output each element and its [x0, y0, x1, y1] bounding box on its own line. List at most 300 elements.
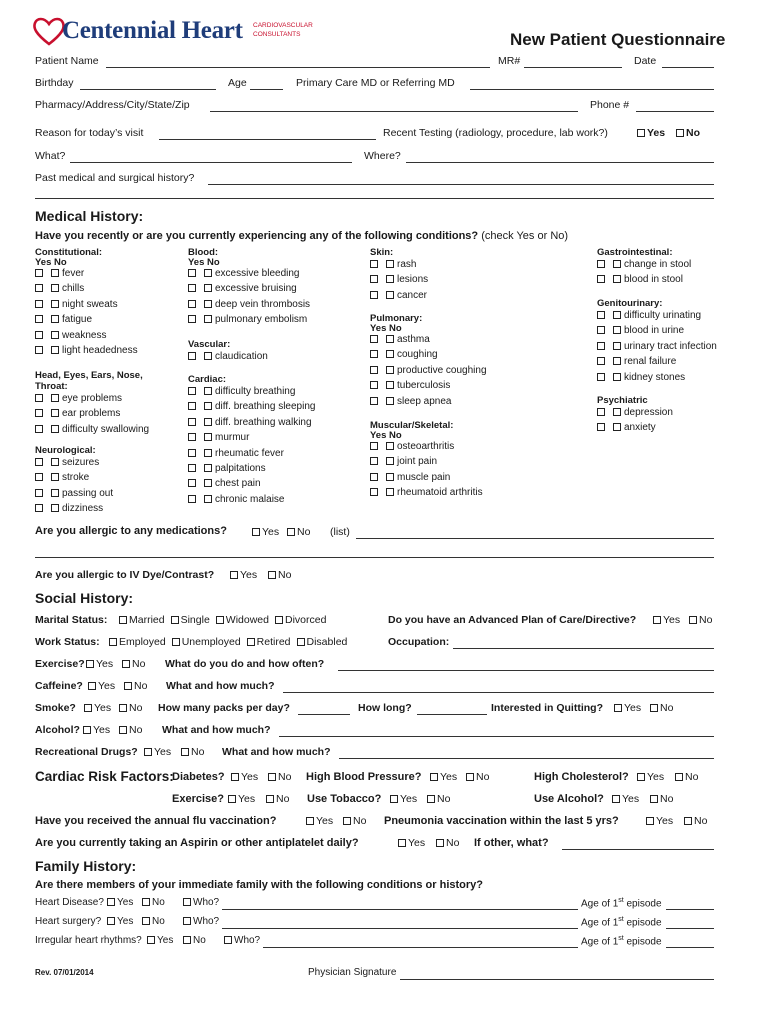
- checkbox-yes-icon[interactable]: [35, 489, 43, 497]
- reason-label: Reason for today’s visit: [35, 127, 144, 139]
- checkbox-yes-icon[interactable]: [35, 504, 43, 512]
- checkbox-icon: [297, 638, 305, 646]
- date-label: Date: [634, 55, 657, 67]
- who-field[interactable]: [222, 909, 578, 910]
- checkbox-icon: [675, 773, 683, 781]
- condition-item: [597, 372, 685, 383]
- condition-label: weakness: [62, 329, 107, 341]
- no-label: No: [152, 897, 165, 908]
- mr-field[interactable]: [524, 67, 622, 68]
- option-disabled[interactable]: [297, 636, 348, 648]
- checkbox-yes-icon[interactable]: [188, 300, 196, 308]
- pcp-label: Primary Care MD or Referring MD: [296, 77, 455, 89]
- condition-label: depression: [624, 407, 673, 418]
- age-first-episode-label: [581, 935, 662, 947]
- family-question: Are there members of your immediate family with the following conditions or history?: [35, 879, 484, 891]
- checkbox-no-icon[interactable]: [613, 423, 621, 431]
- checkbox-yes-icon[interactable]: [188, 418, 196, 426]
- condition-label: palpitations: [215, 463, 266, 474]
- tobacco-label: Use Tobacco?: [307, 793, 382, 805]
- revision: Rev. 07/01/2014: [35, 968, 94, 977]
- condition-label: excessive bruising: [215, 283, 297, 295]
- checkbox-icon: [124, 682, 132, 690]
- checkbox-icon: [230, 571, 238, 579]
- past-history-field-2[interactable]: [35, 198, 714, 199]
- tobacco-yes[interactable]: Yes: [390, 793, 417, 805]
- allergy-iv-label: Are you allergic to IV Dye/Contrast?: [35, 569, 215, 581]
- alcohol-yes[interactable]: Yes: [83, 724, 110, 736]
- checkbox-no-icon[interactable]: [613, 373, 621, 381]
- section-heading: Head, Eyes, Ears, Nose, Throat:: [35, 370, 143, 392]
- pharmacy-field[interactable]: [210, 111, 578, 112]
- condition-item: [35, 457, 99, 468]
- checkbox-no-icon[interactable]: [51, 473, 59, 481]
- checkbox-no-icon[interactable]: [51, 489, 59, 497]
- episode-label: episode: [626, 917, 662, 929]
- option-single[interactable]: [171, 614, 210, 626]
- hbp-yes[interactable]: Yes: [430, 771, 457, 783]
- smoke-yes[interactable]: Yes: [84, 702, 111, 714]
- checkbox-icon: [275, 616, 283, 624]
- occupation-label: Occupation:: [388, 636, 450, 648]
- checkbox-no-icon[interactable]: [204, 479, 212, 487]
- aspirin-yes[interactable]: Yes: [398, 837, 425, 849]
- family-who[interactable]: [183, 916, 219, 927]
- checkbox-no-icon[interactable]: [613, 342, 621, 350]
- checkbox-yes-icon[interactable]: [370, 260, 378, 268]
- section-heading: Blood:: [188, 247, 219, 258]
- condition-item: [188, 268, 300, 279]
- social-history-heading: Social History:: [35, 590, 134, 606]
- how-long-label: How long?: [358, 702, 412, 714]
- condition-label: sleep apnea: [397, 395, 452, 407]
- checkbox-no-icon[interactable]: [613, 260, 621, 268]
- condition-label: coughing: [397, 349, 438, 361]
- checkbox-no-icon[interactable]: [386, 442, 394, 450]
- patient-name-label: Patient Name: [35, 55, 99, 67]
- family-no[interactable]: [183, 935, 206, 946]
- checkbox-yes-icon[interactable]: [35, 300, 43, 308]
- checkbox-icon: [119, 616, 127, 624]
- checkbox-no-icon[interactable]: [204, 269, 212, 277]
- checkbox-yes-icon[interactable]: [370, 350, 378, 358]
- family-yes[interactable]: [147, 935, 173, 946]
- checkbox-no-icon[interactable]: [386, 275, 394, 283]
- condition-item: [597, 422, 656, 433]
- drugs-question: What and how much?: [222, 746, 331, 758]
- diabetes-yes[interactable]: Yes: [231, 771, 258, 783]
- allergy-meds-no[interactable]: No: [287, 526, 310, 538]
- risk-heading: Cardiac Risk Factors:: [35, 769, 174, 784]
- checkbox-yes-icon[interactable]: [188, 495, 196, 503]
- checkbox-yes-icon[interactable]: [370, 275, 378, 283]
- allergy-iv-yes[interactable]: Yes: [230, 569, 257, 581]
- condition-label: eye problems: [62, 393, 123, 404]
- condition-label: osteoarthritis: [397, 441, 455, 452]
- checkbox-yes-icon[interactable]: [35, 473, 43, 481]
- condition-label: blood in stool: [624, 274, 683, 286]
- option-unemployed[interactable]: [172, 636, 241, 648]
- checkbox-no-icon[interactable]: [204, 300, 212, 308]
- allergy-meds-yes[interactable]: Yes: [252, 526, 279, 538]
- alcohol-field[interactable]: [279, 736, 714, 737]
- risk-alcohol-no[interactable]: No: [650, 793, 673, 805]
- option-married[interactable]: [119, 614, 165, 626]
- checkbox-no-icon[interactable]: [204, 315, 212, 323]
- checkbox-icon: [142, 898, 150, 906]
- other-field[interactable]: [562, 849, 714, 850]
- section-heading: Muscular/Skeletal:: [370, 420, 454, 431]
- condition-label: fever: [62, 268, 85, 279]
- checkbox-no-icon[interactable]: [204, 352, 212, 360]
- drugs-no[interactable]: No: [181, 746, 204, 758]
- alcohol-no[interactable]: No: [119, 724, 142, 736]
- drugs-yes[interactable]: Yes: [144, 746, 171, 758]
- past-history-label: Past medical and surgical history?: [35, 172, 195, 184]
- condition-label: diff. breathing sleeping: [215, 401, 316, 413]
- checkbox-yes-icon[interactable]: [597, 408, 605, 416]
- checkbox-no-icon[interactable]: [386, 473, 394, 481]
- checkbox-yes-icon[interactable]: [597, 357, 605, 365]
- section-heading: Psychiatric: [597, 395, 648, 406]
- checkbox-icon: [183, 936, 191, 944]
- condition-label: excessive bleeding: [215, 268, 300, 279]
- who-field[interactable]: [263, 947, 578, 948]
- checkbox-icon: [183, 917, 191, 925]
- checkbox-no-icon[interactable]: [51, 346, 59, 354]
- option-divorced[interactable]: [275, 614, 326, 626]
- risk-exercise-yes[interactable]: Yes: [228, 793, 255, 805]
- yes-no-header: Yes No: [188, 257, 220, 268]
- checkbox-yes-icon[interactable]: [597, 342, 605, 350]
- checkbox-yes-icon[interactable]: [597, 311, 605, 319]
- signature-field[interactable]: [400, 979, 714, 980]
- condition-item: [188, 351, 268, 362]
- checkbox-no-icon[interactable]: [204, 387, 212, 395]
- caffeine-no[interactable]: No: [124, 680, 147, 692]
- section-heading: Neurological:: [35, 445, 96, 456]
- recent-testing-no[interactable]: No: [676, 127, 700, 139]
- condition-label: chills: [62, 283, 85, 295]
- condition-label: pulmonary embolism: [215, 314, 308, 326]
- aspirin-no[interactable]: No: [436, 837, 459, 849]
- checkbox-yes-icon[interactable]: [370, 335, 378, 343]
- checkbox-yes-icon[interactable]: [188, 269, 196, 277]
- checkbox-yes-icon[interactable]: [597, 275, 605, 283]
- checkbox-no-icon[interactable]: [204, 464, 212, 472]
- checkbox-icon: [268, 773, 276, 781]
- checkbox-no-icon[interactable]: [613, 357, 621, 365]
- allergy-iv-no[interactable]: No: [268, 569, 291, 581]
- work-label: Work Status:: [35, 636, 100, 648]
- condition-item: [370, 487, 483, 498]
- yes-label: Yes: [117, 916, 134, 927]
- condition-item: [370, 274, 428, 285]
- condition-item: [597, 310, 701, 321]
- option-label: Employed: [119, 636, 166, 648]
- checkbox-yes-icon[interactable]: [35, 409, 43, 417]
- condition-item: [35, 424, 149, 435]
- checkbox-no-icon[interactable]: [51, 409, 59, 417]
- option-retired[interactable]: [247, 636, 291, 648]
- exercise-yes[interactable]: Yes: [86, 658, 113, 670]
- checkbox-no-icon[interactable]: [386, 350, 394, 358]
- who-label: Who?: [193, 897, 220, 908]
- checkbox-icon: [84, 704, 92, 712]
- caffeine-yes[interactable]: Yes: [88, 680, 115, 692]
- condition-item: [188, 386, 295, 397]
- condition-label: difficulty swallowing: [62, 423, 150, 435]
- pneumonia-no[interactable]: No: [684, 815, 707, 827]
- checkbox-icon: [216, 616, 224, 624]
- age-field[interactable]: [666, 947, 714, 948]
- cholesterol-yes[interactable]: Yes: [637, 771, 664, 783]
- checkbox-yes-icon[interactable]: [188, 449, 196, 457]
- age-label: Age: [228, 77, 247, 89]
- checkbox-icon: [228, 795, 236, 803]
- checkbox-icon: [689, 616, 697, 624]
- diabetes-label: Diabetes?: [172, 771, 225, 783]
- packs-label: How many packs per day?: [158, 702, 290, 714]
- condition-label: blood in urine: [624, 325, 685, 337]
- checkbox-yes-icon[interactable]: [35, 284, 43, 292]
- condition-item: [35, 488, 113, 499]
- family-who[interactable]: [183, 897, 219, 908]
- diabetes-no[interactable]: No: [268, 771, 291, 783]
- checkbox-yes-icon[interactable]: [188, 284, 196, 292]
- condition-label: productive coughing: [397, 364, 487, 376]
- who-field[interactable]: [222, 928, 578, 929]
- condition-label: claudication: [215, 351, 268, 362]
- checkbox-yes-icon[interactable]: [370, 366, 378, 374]
- checkbox-yes-icon[interactable]: [188, 479, 196, 487]
- what-field[interactable]: [70, 162, 352, 163]
- checkbox-no-icon[interactable]: [204, 418, 212, 426]
- checkbox-no-icon[interactable]: [386, 366, 394, 374]
- how-long-field[interactable]: [417, 714, 487, 715]
- risk-alcohol-yes[interactable]: Yes: [612, 793, 639, 805]
- checkbox-no-icon[interactable]: [386, 488, 394, 496]
- condition-label: night sweats: [62, 298, 118, 310]
- marital-options: [119, 614, 332, 626]
- condition-label: kidney stones: [624, 371, 686, 383]
- checkbox-yes-icon[interactable]: [35, 394, 43, 402]
- drugs-label: Recreational Drugs?: [35, 746, 138, 758]
- yes-no-header: Yes No: [370, 323, 402, 334]
- phone-field[interactable]: [636, 111, 714, 112]
- family-no[interactable]: [142, 897, 165, 908]
- checkbox-icon: [268, 571, 276, 579]
- family-yes[interactable]: [107, 916, 133, 927]
- recent-testing-yes[interactable]: Yes: [637, 127, 665, 139]
- flu-no[interactable]: No: [343, 815, 366, 827]
- where-field[interactable]: [406, 162, 714, 163]
- drugs-field[interactable]: [339, 758, 714, 759]
- date-field[interactable]: [662, 67, 714, 68]
- checkbox-yes-icon[interactable]: [188, 402, 196, 410]
- flu-yes[interactable]: Yes: [306, 815, 333, 827]
- checkbox-yes-icon[interactable]: [597, 423, 605, 431]
- risk-exercise-no[interactable]: No: [266, 793, 289, 805]
- checkbox-no-icon[interactable]: [51, 394, 59, 402]
- checkbox-icon: [684, 817, 692, 825]
- option-label: Married: [129, 614, 165, 626]
- episode-label: episode: [626, 898, 662, 910]
- age-field[interactable]: [250, 89, 283, 90]
- checkbox-no-icon[interactable]: [204, 433, 212, 441]
- checkbox-icon: [676, 129, 684, 137]
- checkbox-icon: [287, 528, 295, 536]
- checkbox-yes-icon[interactable]: [370, 488, 378, 496]
- age-field[interactable]: [666, 909, 714, 910]
- quitting-no[interactable]: No: [650, 702, 673, 714]
- checkbox-icon: [436, 839, 444, 847]
- mr-label: MR#: [498, 55, 521, 67]
- checkbox-icon: [122, 660, 130, 668]
- cholesterol-no[interactable]: No: [675, 771, 698, 783]
- family-who[interactable]: [224, 935, 260, 946]
- checkbox-no-icon[interactable]: [613, 275, 621, 283]
- patient-name-field[interactable]: [106, 67, 490, 68]
- checkbox-yes-icon[interactable]: [35, 425, 43, 433]
- exercise-no[interactable]: No: [122, 658, 145, 670]
- section-heading: Cardiac:: [188, 374, 227, 385]
- family-yes[interactable]: [107, 897, 133, 908]
- checkbox-icon: [343, 817, 351, 825]
- checkbox-no-icon[interactable]: [613, 326, 621, 334]
- condition-item: [35, 393, 122, 404]
- condition-item: [35, 503, 103, 514]
- family-condition-label: Irregular heart rhythms?: [35, 935, 142, 946]
- family-no[interactable]: [142, 916, 165, 927]
- pcp-field[interactable]: [470, 89, 714, 90]
- option-widowed[interactable]: [216, 614, 269, 626]
- exercise-field[interactable]: [338, 670, 714, 671]
- checkbox-icon: [650, 795, 658, 803]
- checkbox-no-icon[interactable]: [51, 504, 59, 512]
- checkbox-no-icon[interactable]: [386, 381, 394, 389]
- checkbox-yes-icon[interactable]: [597, 260, 605, 268]
- checkbox-no-icon[interactable]: [51, 425, 59, 433]
- checkbox-no-icon[interactable]: [51, 458, 59, 466]
- checkbox-icon: [119, 704, 127, 712]
- checkbox-no-icon[interactable]: [204, 495, 212, 503]
- checkbox-no-icon[interactable]: [386, 260, 394, 268]
- checkbox-no-icon[interactable]: [204, 284, 212, 292]
- checkbox-no-icon[interactable]: [51, 315, 59, 323]
- section-heading: Pulmonary:: [370, 313, 423, 324]
- checkbox-no-icon[interactable]: [204, 402, 212, 410]
- condition-item: [35, 345, 138, 356]
- checkbox-yes-icon[interactable]: [35, 346, 43, 354]
- alcohol-question: What and how much?: [162, 724, 271, 736]
- condition-label: passing out: [62, 487, 114, 499]
- yes-no-header: Yes No: [370, 430, 402, 441]
- checkbox-yes-icon[interactable]: [597, 373, 605, 381]
- occupation-field[interactable]: [453, 648, 714, 649]
- checkbox-yes-icon[interactable]: [370, 381, 378, 389]
- checkbox-yes-icon[interactable]: [188, 433, 196, 441]
- condition-item: [35, 408, 120, 419]
- age-field[interactable]: [666, 928, 714, 929]
- checkbox-yes-icon[interactable]: [188, 464, 196, 472]
- smoke-no[interactable]: No: [119, 702, 142, 714]
- option-employed[interactable]: [109, 636, 166, 648]
- checkbox-yes-icon[interactable]: [597, 326, 605, 334]
- past-history-field[interactable]: [208, 184, 714, 185]
- checkbox-yes-icon[interactable]: [370, 457, 378, 465]
- checkbox-yes-icon[interactable]: [188, 315, 196, 323]
- condition-label: deep vein thrombosis: [215, 298, 311, 310]
- checkbox-no-icon[interactable]: [51, 300, 59, 308]
- checkbox-yes-icon[interactable]: [188, 352, 196, 360]
- checkbox-no-icon[interactable]: [51, 269, 59, 277]
- reason-field[interactable]: [159, 139, 376, 140]
- hbp-no[interactable]: No: [466, 771, 489, 783]
- family-history-heading: Family History:: [35, 858, 137, 874]
- checkbox-no-icon[interactable]: [613, 311, 621, 319]
- logo-text: Centennial Heart: [62, 17, 243, 44]
- advanced-yes[interactable]: Yes: [653, 614, 680, 626]
- checkbox-yes-icon[interactable]: [35, 269, 43, 277]
- pneumonia-label: Pneumonia vaccination within the last 5 yrs?: [384, 815, 619, 827]
- logo: [32, 14, 322, 50]
- condition-label: lesions: [397, 274, 429, 286]
- checkbox-yes-icon[interactable]: [188, 387, 196, 395]
- checkbox-icon: [637, 129, 645, 137]
- checkbox-yes-icon[interactable]: [370, 442, 378, 450]
- checkbox-no-icon[interactable]: [204, 449, 212, 457]
- page-title: New Patient Questionnaire: [510, 30, 726, 49]
- checkbox-yes-icon[interactable]: [35, 331, 43, 339]
- checkbox-yes-icon[interactable]: [35, 315, 43, 323]
- condition-label: muscle pain: [397, 471, 451, 483]
- condition-item: [597, 325, 684, 336]
- checkbox-icon: [427, 795, 435, 803]
- condition-label: asthma: [397, 334, 430, 345]
- medical-question: Have you recently or are you currently experiencing any of the following conditions? (check Yes or No): [35, 230, 569, 242]
- checkbox-icon: [83, 726, 91, 734]
- caffeine-field[interactable]: [283, 692, 714, 693]
- checkbox-yes-icon[interactable]: [370, 291, 378, 299]
- checkbox-yes-icon[interactable]: [370, 397, 378, 405]
- checkbox-yes-icon[interactable]: [35, 458, 43, 466]
- advanced-no[interactable]: No: [689, 614, 712, 626]
- condition-item: [188, 417, 312, 428]
- phone-label: Phone #: [590, 99, 630, 111]
- flu-label: Have you received the annual flu vaccination?: [35, 815, 277, 827]
- pneumonia-yes[interactable]: Yes: [646, 815, 673, 827]
- allergy-list-field[interactable]: [356, 538, 714, 539]
- checkbox-no-icon[interactable]: [386, 335, 394, 343]
- allergy-list-field-2[interactable]: [35, 557, 714, 558]
- checkbox-no-icon[interactable]: [386, 291, 394, 299]
- tobacco-no[interactable]: No: [427, 793, 450, 805]
- checkbox-no-icon[interactable]: [386, 457, 394, 465]
- checkbox-no-icon[interactable]: [386, 397, 394, 405]
- checkbox-no-icon[interactable]: [613, 408, 621, 416]
- logo-tag1: CARDIOVASCULAR: [253, 22, 313, 29]
- packs-field[interactable]: [298, 714, 350, 715]
- checkbox-no-icon[interactable]: [51, 284, 59, 292]
- birthday-field[interactable]: [80, 89, 216, 90]
- who-label: Who?: [234, 935, 261, 946]
- checkbox-icon: [142, 917, 150, 925]
- quitting-yes[interactable]: Yes: [614, 702, 641, 714]
- checkbox-icon: [231, 773, 239, 781]
- checkbox-no-icon[interactable]: [51, 331, 59, 339]
- checkbox-yes-icon[interactable]: [370, 473, 378, 481]
